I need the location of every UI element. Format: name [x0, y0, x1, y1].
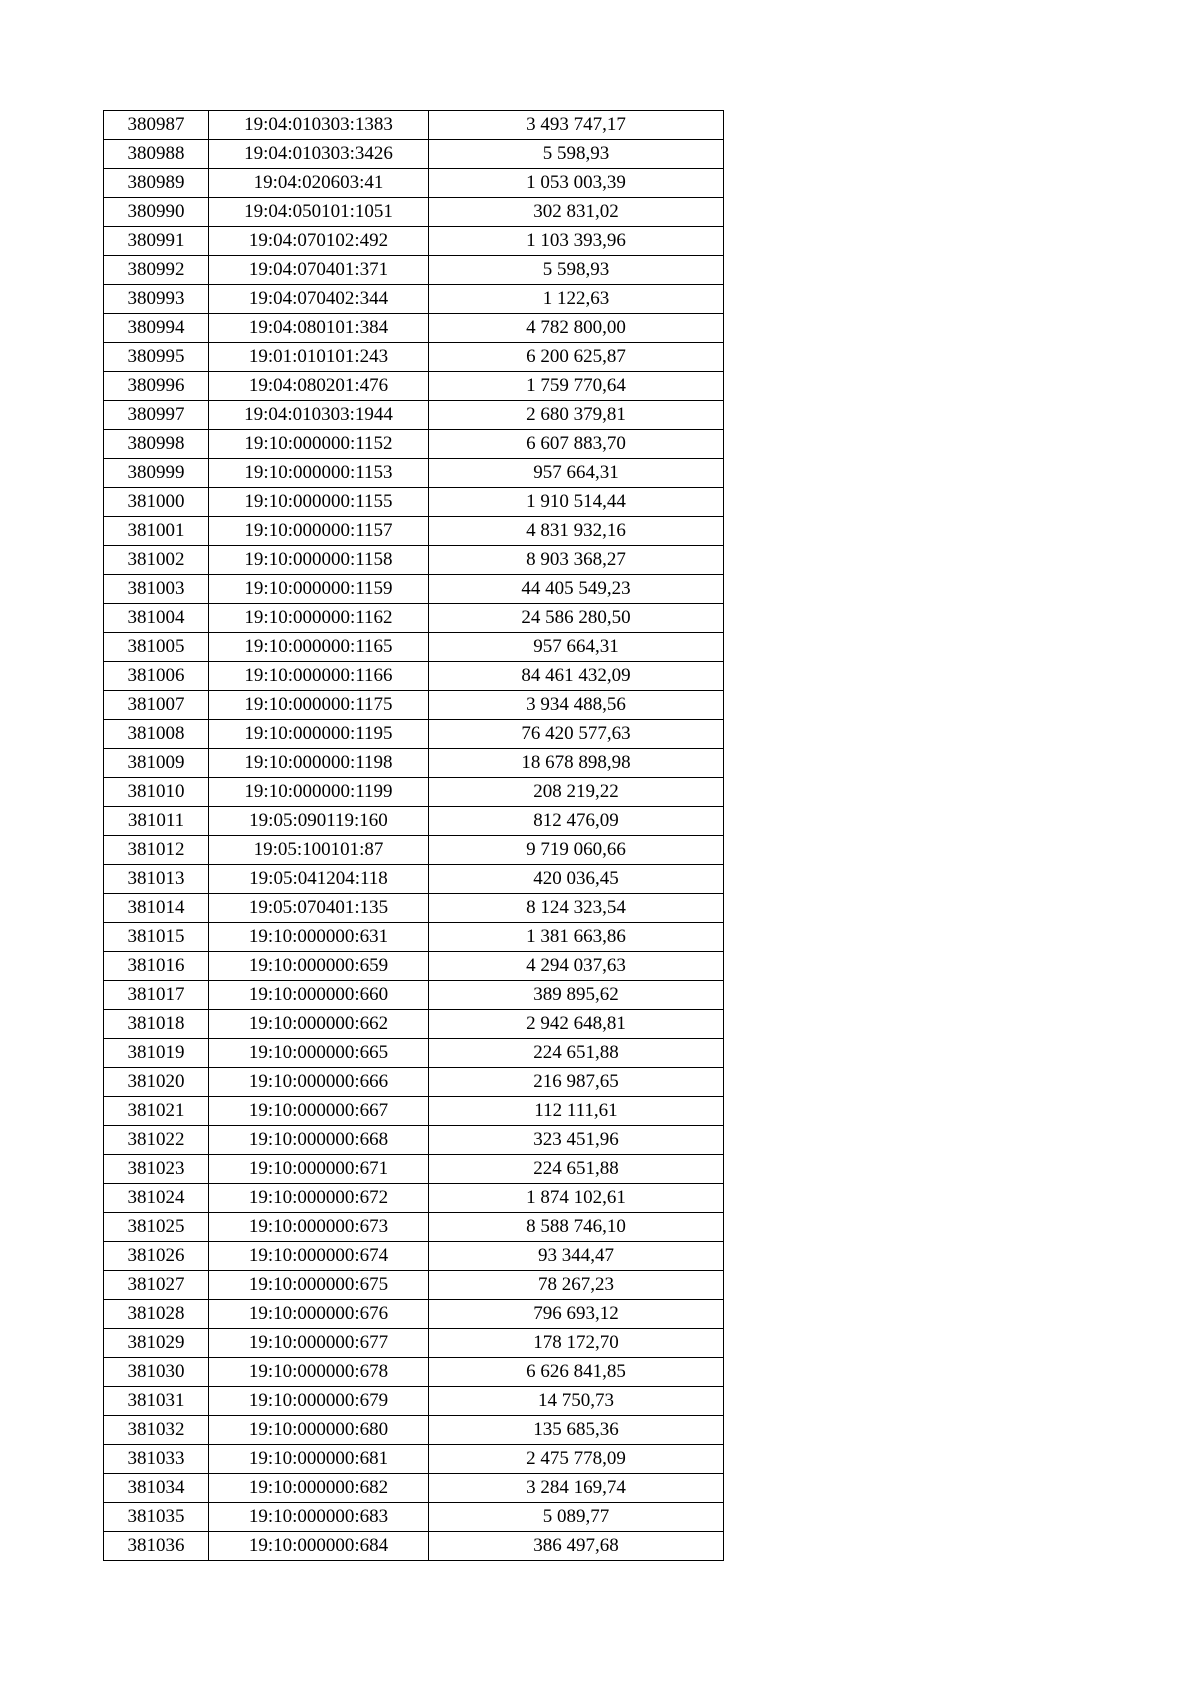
row-number-cell: 381006 — [104, 662, 209, 691]
value-cell: 1 103 393,96 — [429, 227, 724, 256]
value-cell: 1 910 514,44 — [429, 488, 724, 517]
table-row — [104, 169, 724, 198]
value-cell: 5 089,77 — [429, 1503, 724, 1532]
cadastral-number-cell: 19:10:000000:1155 — [209, 488, 429, 517]
cadastral-number-cell: 19:10:000000:631 — [209, 923, 429, 952]
row-number-cell: 381036 — [104, 1532, 209, 1561]
cadastral-number-cell: 19:10:000000:684 — [209, 1532, 429, 1561]
table-row — [104, 662, 724, 691]
table-row — [104, 1445, 724, 1474]
value-cell: 178 172,70 — [429, 1329, 724, 1358]
row-number-cell: 381034 — [104, 1474, 209, 1503]
row-number-cell: 380997 — [104, 401, 209, 430]
value-cell: 14 750,73 — [429, 1387, 724, 1416]
value-cell: 323 451,96 — [429, 1126, 724, 1155]
cadastral-number-cell: 19:10:000000:1162 — [209, 604, 429, 633]
value-cell: 5 598,93 — [429, 256, 724, 285]
row-number-cell: 381011 — [104, 807, 209, 836]
row-number-cell: 381008 — [104, 720, 209, 749]
table-row — [104, 633, 724, 662]
table-body — [104, 111, 724, 1561]
table-row — [104, 778, 724, 807]
table-row — [104, 1097, 724, 1126]
row-number-cell: 381031 — [104, 1387, 209, 1416]
table-row — [104, 691, 724, 720]
table-row — [104, 1039, 724, 1068]
table-row — [104, 1300, 724, 1329]
table-row — [104, 604, 724, 633]
row-number-cell: 381009 — [104, 749, 209, 778]
cadastral-number-cell: 19:10:000000:1159 — [209, 575, 429, 604]
table-row — [104, 1213, 724, 1242]
cadastral-number-cell: 19:10:000000:680 — [209, 1416, 429, 1445]
table-row — [104, 488, 724, 517]
cadastral-number-cell: 19:04:080101:384 — [209, 314, 429, 343]
table-row — [104, 836, 724, 865]
value-cell: 78 267,23 — [429, 1271, 724, 1300]
table-row — [104, 111, 724, 140]
cadastral-number-cell: 19:10:000000:660 — [209, 981, 429, 1010]
cadastral-number-cell: 19:10:000000:681 — [209, 1445, 429, 1474]
value-cell: 2 475 778,09 — [429, 1445, 724, 1474]
cadastral-number-cell: 19:10:000000:673 — [209, 1213, 429, 1242]
table-row — [104, 1532, 724, 1561]
value-cell: 76 420 577,63 — [429, 720, 724, 749]
value-cell: 1 122,63 — [429, 285, 724, 314]
table-row — [104, 1068, 724, 1097]
value-cell: 796 693,12 — [429, 1300, 724, 1329]
cadastral-number-cell: 19:05:070401:135 — [209, 894, 429, 923]
row-number-cell: 381028 — [104, 1300, 209, 1329]
table-row — [104, 894, 724, 923]
value-cell: 3 934 488,56 — [429, 691, 724, 720]
row-number-cell: 380989 — [104, 169, 209, 198]
table-row — [104, 401, 724, 430]
row-number-cell: 381033 — [104, 1445, 209, 1474]
value-cell: 4 294 037,63 — [429, 952, 724, 981]
cadastral-number-cell: 19:10:000000:1158 — [209, 546, 429, 575]
cadastral-number-cell: 19:10:000000:1166 — [209, 662, 429, 691]
cadastral-number-cell: 19:10:000000:1153 — [209, 459, 429, 488]
row-number-cell: 380987 — [104, 111, 209, 140]
value-cell: 224 651,88 — [429, 1039, 724, 1068]
value-cell: 216 987,65 — [429, 1068, 724, 1097]
table-row — [104, 923, 724, 952]
row-number-cell: 381013 — [104, 865, 209, 894]
row-number-cell: 380990 — [104, 198, 209, 227]
value-cell: 44 405 549,23 — [429, 575, 724, 604]
cadastral-number-cell: 19:05:041204:118 — [209, 865, 429, 894]
value-cell: 9 719 060,66 — [429, 836, 724, 865]
table-row — [104, 1155, 724, 1184]
row-number-cell: 380994 — [104, 314, 209, 343]
value-cell: 93 344,47 — [429, 1242, 724, 1271]
value-cell: 8 903 368,27 — [429, 546, 724, 575]
value-cell: 1 381 663,86 — [429, 923, 724, 952]
table-row — [104, 430, 724, 459]
row-number-cell: 381027 — [104, 1271, 209, 1300]
cadastral-number-cell: 19:10:000000:667 — [209, 1097, 429, 1126]
value-cell: 6 200 625,87 — [429, 343, 724, 372]
cadastral-number-cell: 19:04:050101:1051 — [209, 198, 429, 227]
value-cell: 420 036,45 — [429, 865, 724, 894]
row-number-cell: 381005 — [104, 633, 209, 662]
row-number-cell: 381014 — [104, 894, 209, 923]
cadastral-number-cell: 19:10:000000:677 — [209, 1329, 429, 1358]
cadastral-number-cell: 19:04:010303:1383 — [209, 111, 429, 140]
row-number-cell: 381017 — [104, 981, 209, 1010]
row-number-cell: 381026 — [104, 1242, 209, 1271]
value-cell: 5 598,93 — [429, 140, 724, 169]
table-row — [104, 343, 724, 372]
cadastral-number-cell: 19:04:020603:41 — [209, 169, 429, 198]
row-number-cell: 381030 — [104, 1358, 209, 1387]
cadastral-value-table — [103, 110, 724, 1561]
table-row — [104, 1126, 724, 1155]
cadastral-number-cell: 19:10:000000:675 — [209, 1271, 429, 1300]
row-number-cell: 381022 — [104, 1126, 209, 1155]
row-number-cell: 381032 — [104, 1416, 209, 1445]
value-cell: 386 497,68 — [429, 1532, 724, 1561]
table-row — [104, 575, 724, 604]
cadastral-number-cell: 19:10:000000:659 — [209, 952, 429, 981]
cadastral-number-cell: 19:10:000000:678 — [209, 1358, 429, 1387]
table-row — [104, 1010, 724, 1039]
cadastral-number-cell: 19:04:070102:492 — [209, 227, 429, 256]
value-cell: 1 874 102,61 — [429, 1184, 724, 1213]
table-row — [104, 140, 724, 169]
row-number-cell: 380995 — [104, 343, 209, 372]
table-row — [104, 720, 724, 749]
row-number-cell: 380999 — [104, 459, 209, 488]
table-row — [104, 1271, 724, 1300]
table-row — [104, 865, 724, 894]
cadastral-number-cell: 19:05:100101:87 — [209, 836, 429, 865]
cadastral-number-cell: 19:10:000000:1198 — [209, 749, 429, 778]
table-row — [104, 227, 724, 256]
table-row — [104, 1358, 724, 1387]
value-cell: 302 831,02 — [429, 198, 724, 227]
row-number-cell: 381018 — [104, 1010, 209, 1039]
cadastral-number-cell: 19:10:000000:682 — [209, 1474, 429, 1503]
row-number-cell: 380998 — [104, 430, 209, 459]
row-number-cell: 381021 — [104, 1097, 209, 1126]
row-number-cell: 381020 — [104, 1068, 209, 1097]
cadastral-number-cell: 19:10:000000:668 — [209, 1126, 429, 1155]
cadastral-number-cell: 19:10:000000:674 — [209, 1242, 429, 1271]
value-cell: 4 782 800,00 — [429, 314, 724, 343]
value-cell: 8 588 746,10 — [429, 1213, 724, 1242]
row-number-cell: 381002 — [104, 546, 209, 575]
value-cell: 3 493 747,17 — [429, 111, 724, 140]
row-number-cell: 380992 — [104, 256, 209, 285]
value-cell: 6 607 883,70 — [429, 430, 724, 459]
row-number-cell: 381007 — [104, 691, 209, 720]
row-number-cell: 381029 — [104, 1329, 209, 1358]
row-number-cell: 380993 — [104, 285, 209, 314]
table-row — [104, 256, 724, 285]
value-cell: 112 111,61 — [429, 1097, 724, 1126]
value-cell: 1 759 770,64 — [429, 372, 724, 401]
table-row — [104, 1416, 724, 1445]
cadastral-number-cell: 19:10:000000:665 — [209, 1039, 429, 1068]
table-row — [104, 952, 724, 981]
cadastral-number-cell: 19:10:000000:1175 — [209, 691, 429, 720]
row-number-cell: 381000 — [104, 488, 209, 517]
table-row — [104, 807, 724, 836]
value-cell: 2 680 379,81 — [429, 401, 724, 430]
cadastral-number-cell: 19:10:000000:1199 — [209, 778, 429, 807]
table-row — [104, 1184, 724, 1213]
value-cell: 4 831 932,16 — [429, 517, 724, 546]
table-row — [104, 546, 724, 575]
row-number-cell: 381015 — [104, 923, 209, 952]
cadastral-number-cell: 19:04:080201:476 — [209, 372, 429, 401]
table-row — [104, 314, 724, 343]
cadastral-number-cell: 19:04:070402:344 — [209, 285, 429, 314]
cadastral-number-cell: 19:10:000000:672 — [209, 1184, 429, 1213]
cadastral-number-cell: 19:10:000000:662 — [209, 1010, 429, 1039]
row-number-cell: 381001 — [104, 517, 209, 546]
value-cell: 6 626 841,85 — [429, 1358, 724, 1387]
row-number-cell: 381035 — [104, 1503, 209, 1532]
value-cell: 389 895,62 — [429, 981, 724, 1010]
table-row — [104, 459, 724, 488]
value-cell: 8 124 323,54 — [429, 894, 724, 923]
table-row — [104, 1503, 724, 1532]
cadastral-number-cell: 19:10:000000:1195 — [209, 720, 429, 749]
value-cell: 957 664,31 — [429, 459, 724, 488]
row-number-cell: 381012 — [104, 836, 209, 865]
table-row — [104, 517, 724, 546]
value-cell: 2 942 648,81 — [429, 1010, 724, 1039]
value-cell: 208 219,22 — [429, 778, 724, 807]
cadastral-number-cell: 19:10:000000:666 — [209, 1068, 429, 1097]
cadastral-number-cell: 19:04:010303:3426 — [209, 140, 429, 169]
value-cell: 84 461 432,09 — [429, 662, 724, 691]
row-number-cell: 381003 — [104, 575, 209, 604]
cadastral-number-cell: 19:01:010101:243 — [209, 343, 429, 372]
value-cell: 3 284 169,74 — [429, 1474, 724, 1503]
value-cell: 18 678 898,98 — [429, 749, 724, 778]
row-number-cell: 381004 — [104, 604, 209, 633]
table-row — [104, 749, 724, 778]
row-number-cell: 380996 — [104, 372, 209, 401]
table-row — [104, 285, 724, 314]
cadastral-number-cell: 19:10:000000:1165 — [209, 633, 429, 662]
value-cell: 957 664,31 — [429, 633, 724, 662]
value-cell: 812 476,09 — [429, 807, 724, 836]
table-row — [104, 198, 724, 227]
row-number-cell: 381016 — [104, 952, 209, 981]
table-row — [104, 981, 724, 1010]
row-number-cell: 381010 — [104, 778, 209, 807]
row-number-cell: 380988 — [104, 140, 209, 169]
row-number-cell: 381024 — [104, 1184, 209, 1213]
cadastral-number-cell: 19:10:000000:679 — [209, 1387, 429, 1416]
table-row — [104, 1242, 724, 1271]
value-cell: 224 651,88 — [429, 1155, 724, 1184]
row-number-cell: 381019 — [104, 1039, 209, 1068]
value-cell: 135 685,36 — [429, 1416, 724, 1445]
cadastral-number-cell: 19:10:000000:671 — [209, 1155, 429, 1184]
cadastral-number-cell: 19:10:000000:683 — [209, 1503, 429, 1532]
cadastral-number-cell: 19:10:000000:1152 — [209, 430, 429, 459]
table-row — [104, 1387, 724, 1416]
cadastral-number-cell: 19:05:090119:160 — [209, 807, 429, 836]
table-row — [104, 1474, 724, 1503]
value-cell: 1 053 003,39 — [429, 169, 724, 198]
row-number-cell: 381023 — [104, 1155, 209, 1184]
row-number-cell: 380991 — [104, 227, 209, 256]
table-row — [104, 1329, 724, 1358]
table-row — [104, 372, 724, 401]
value-cell: 24 586 280,50 — [429, 604, 724, 633]
cadastral-number-cell: 19:04:010303:1944 — [209, 401, 429, 430]
cadastral-number-cell: 19:10:000000:1157 — [209, 517, 429, 546]
cadastral-number-cell: 19:04:070401:371 — [209, 256, 429, 285]
row-number-cell: 381025 — [104, 1213, 209, 1242]
cadastral-number-cell: 19:10:000000:676 — [209, 1300, 429, 1329]
